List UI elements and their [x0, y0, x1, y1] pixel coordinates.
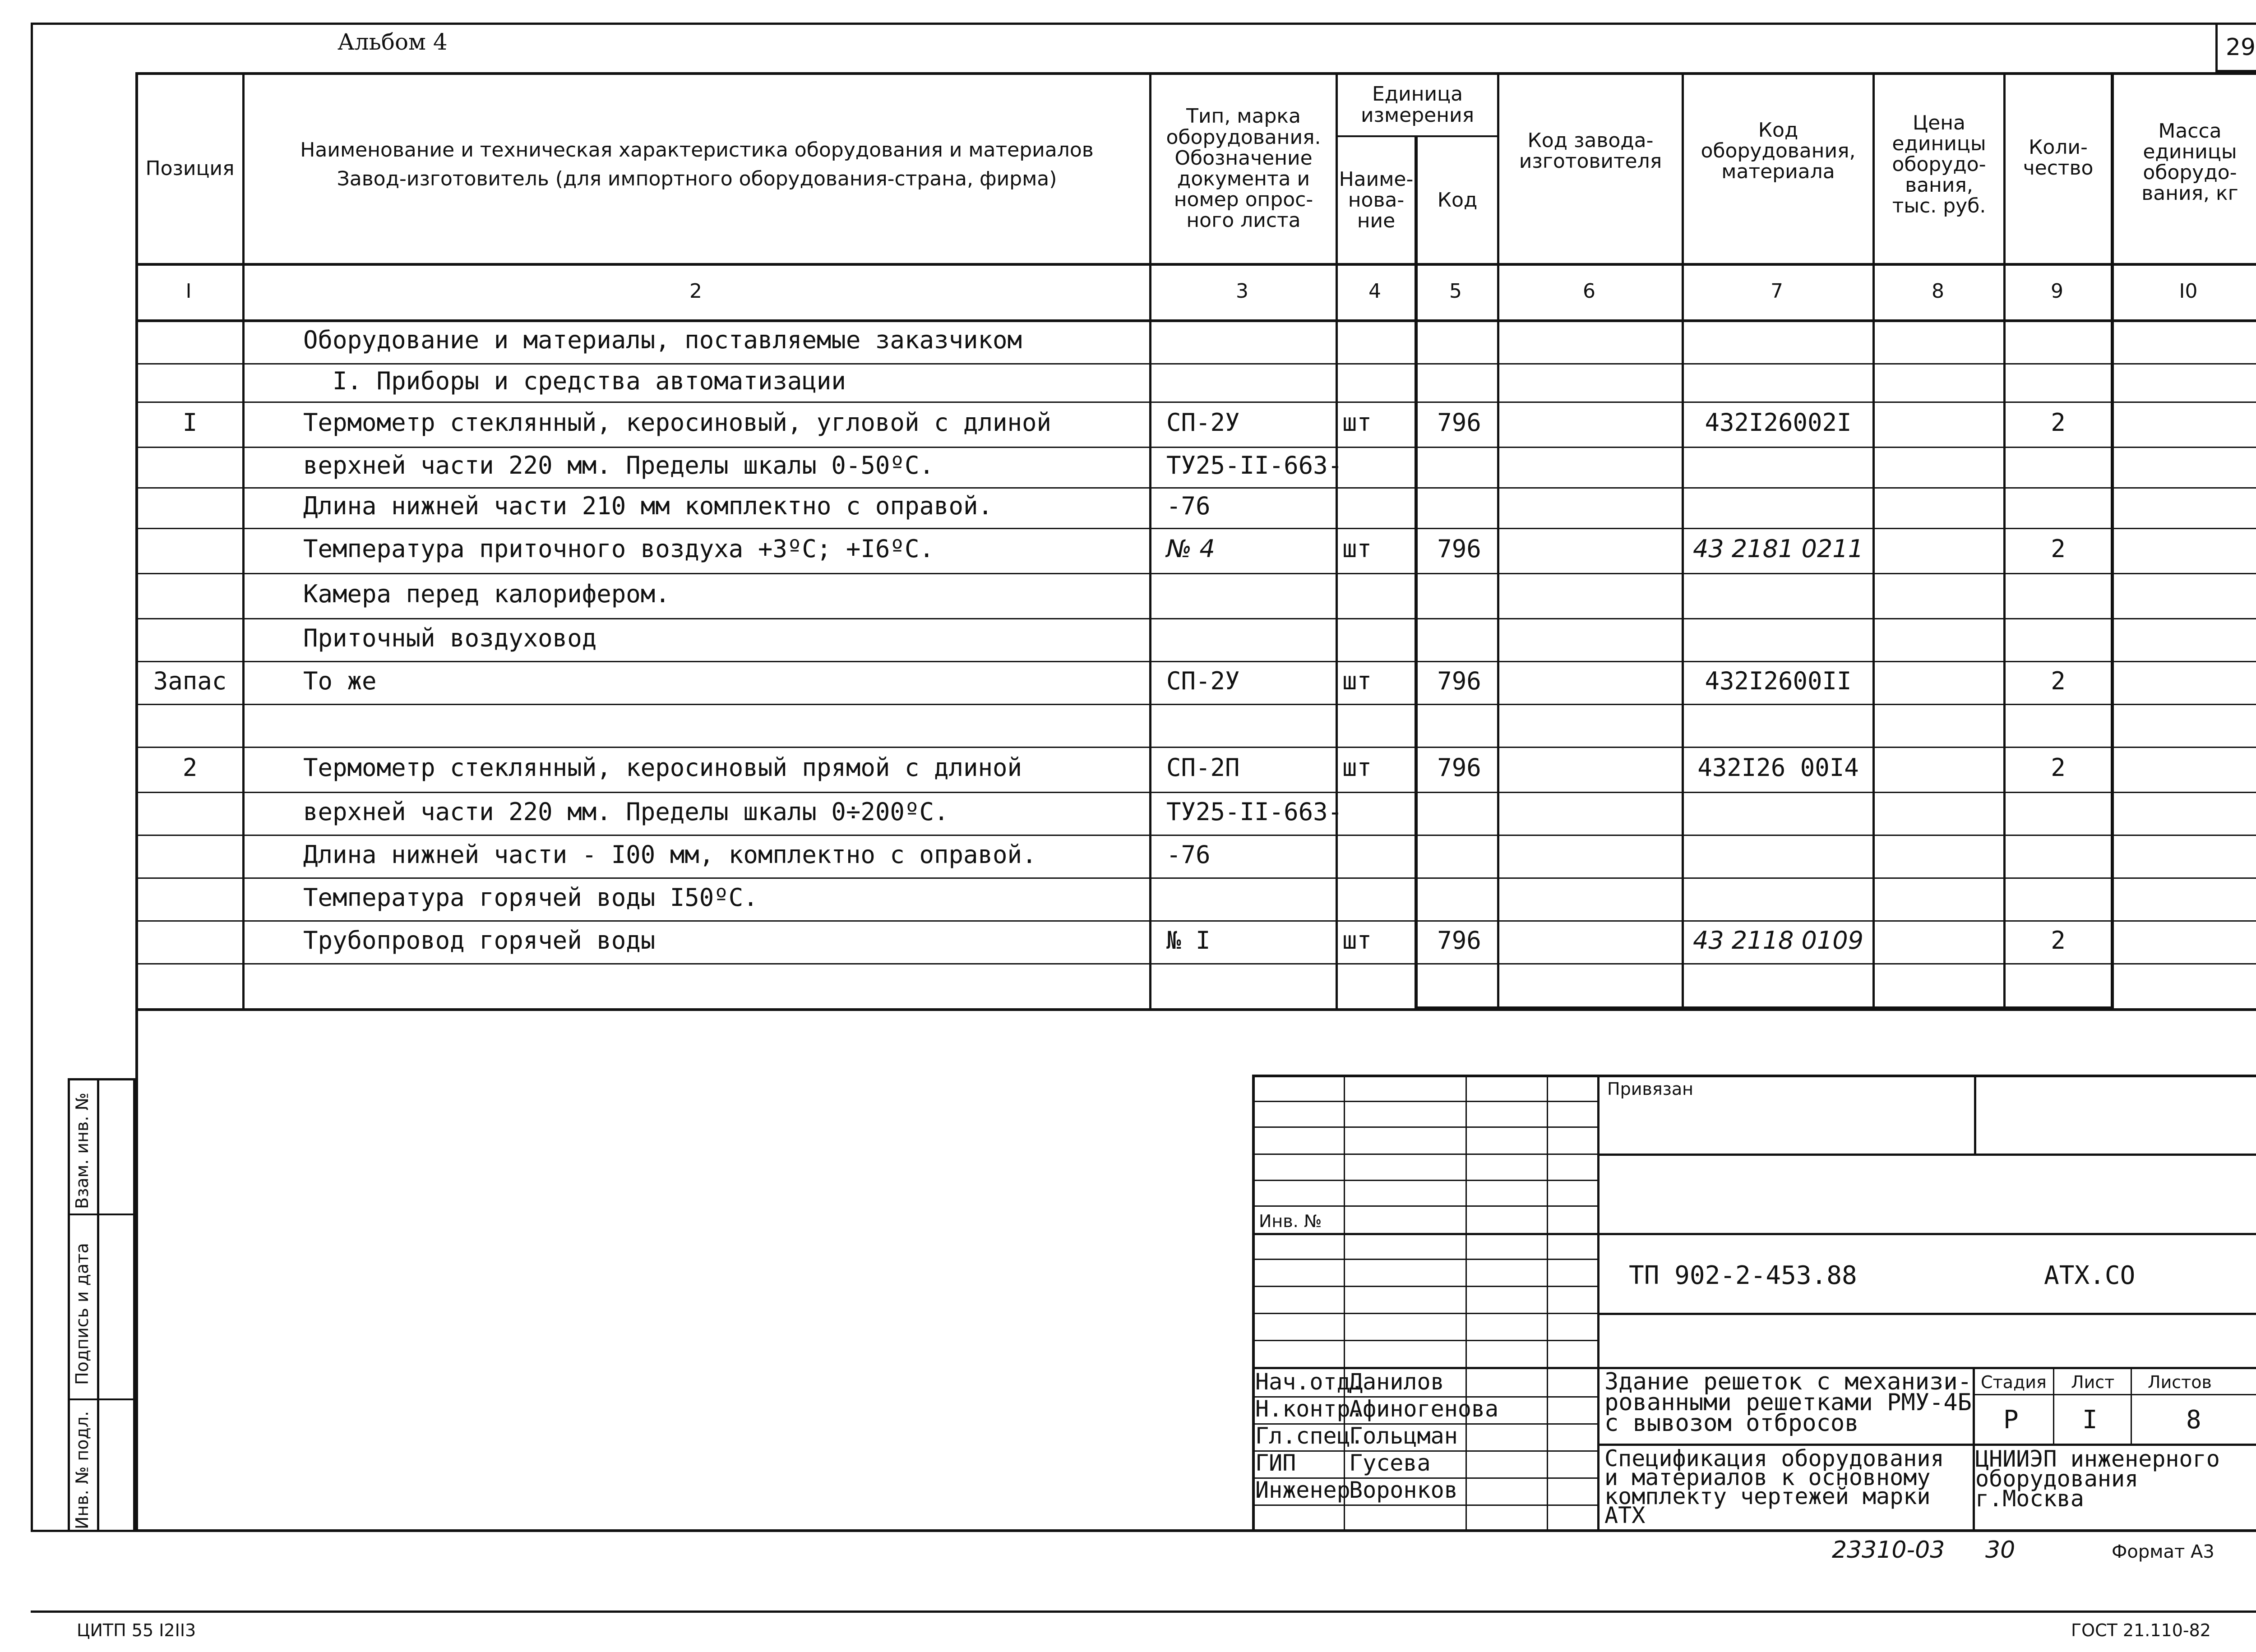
inv-no-label: Инв. № [1259, 1211, 1322, 1231]
cell-qty: 2 [2051, 753, 2066, 782]
archive-number: 23310-03 [1832, 1537, 1945, 1564]
row-line [135, 963, 2256, 964]
row-line [135, 877, 2256, 879]
header-type-l4: документа и [1177, 167, 1310, 190]
header-mass [2114, 74, 2256, 250]
header-factory-code-l2: изготовителя [1519, 150, 1662, 173]
header-name [245, 74, 1149, 255]
signature-grid-line [1252, 1286, 1597, 1287]
cell-name: Трубопровод горячей воды [303, 926, 656, 955]
header-position: Позиция [145, 157, 235, 180]
doc-title-l2: и материалов к основному [1604, 1464, 1931, 1490]
privyazan-label: Привязан [1607, 1079, 1693, 1099]
designation: ТП 902-2-453.88 [1629, 1261, 1857, 1290]
sheet-label: Лист [2071, 1372, 2115, 1392]
header-price-l5: тыс. руб. [1892, 194, 1986, 218]
cell-name: верхней части 220 мм. Пределы шкалы 0÷200ºС. [303, 797, 949, 826]
header-unit-name-l2: нова- [1348, 188, 1405, 212]
signature-grid-line [1252, 1504, 1597, 1506]
cell-unit: шт [1342, 926, 1372, 955]
tb-v3 [1547, 1075, 1548, 1532]
tb-h-designation-top [1597, 1233, 2256, 1235]
signer-role: Нач.отд. [1255, 1369, 1364, 1395]
header-type [1151, 74, 1336, 263]
header-unit-group [1338, 74, 1497, 135]
cell-ucode: 796 [1437, 926, 1481, 955]
signer-name: Воронков [1349, 1477, 1458, 1503]
cell-name: верхней части 220 мм. Пределы шкалы 0-50ºС. [303, 451, 934, 480]
row-line [135, 528, 2256, 529]
cell-pos: I [182, 408, 198, 437]
page-number: 29 [2225, 34, 2256, 61]
tb-v2 [1465, 1075, 1467, 1532]
header-factory-code-l1: Код завода- [1527, 129, 1654, 152]
signature-grid-line [1252, 1205, 1597, 1207]
side-label-vzam: Взам. инв. № [72, 1092, 92, 1209]
cell-type: СП-2П [1166, 753, 1240, 782]
doc-title-l3: комплекту чертежей марки [1604, 1483, 1931, 1509]
cell-ucode: 796 [1437, 408, 1481, 437]
sheets-value: 8 [2186, 1405, 2201, 1435]
header-unit-code: Код [1437, 188, 1478, 212]
header-quantity [2006, 74, 2111, 241]
column-number: I0 [2179, 280, 2198, 303]
sheet-value: I [2082, 1405, 2098, 1435]
header-type-l1: Тип, марка [1186, 105, 1301, 128]
cell-code: 432I26 00I4 [1697, 753, 1859, 782]
album-label: Альбом 4 [337, 29, 448, 55]
cell-code: 432I26002I [1705, 408, 1852, 437]
cell-qty: 2 [2051, 666, 2066, 695]
header-name-line2: Завод-изготовитель (для импортного оборудования-страна, фирма) [337, 167, 1057, 190]
cell-type: СП-2У [1166, 666, 1240, 695]
column-number: 6 [1583, 280, 1595, 303]
tb-h-designation-bottom [1597, 1313, 2256, 1315]
signer-role: Гл.спец. [1255, 1423, 1364, 1449]
header-quantity-l1: Коли- [2029, 135, 2088, 159]
stage-value: Р [2003, 1405, 2019, 1435]
cell-unit: шт [1342, 408, 1372, 437]
signer-role: Н.контр. [1255, 1396, 1364, 1422]
footer-left: ЦИТП 55 I2II3 [77, 1620, 196, 1640]
row-line [135, 747, 2256, 748]
row-line [135, 487, 2256, 489]
cell-name: Температура горячей воды I50ºС. [303, 883, 758, 912]
side-strip-line-1 [68, 1214, 135, 1215]
cell-name: Термометр стеклянный, керосиновый прямой с длиной [303, 753, 1022, 782]
row-line [135, 792, 2256, 793]
cell-qty: 2 [2051, 926, 2066, 955]
tb-v5 [1974, 1075, 1976, 1154]
header-factory-code [1499, 74, 1682, 228]
organization-l2: оборудования [1975, 1466, 2139, 1492]
cell-ucode: 796 [1437, 753, 1481, 782]
cell-name: Термометр стеклянный, керосиновый, угловой с длиной [303, 408, 1052, 437]
tb-v-sheet [2131, 1367, 2132, 1444]
signature-grid-line [1252, 1340, 1597, 1341]
header-unit-name [1338, 138, 1415, 263]
mark: АТХ.СО [2044, 1261, 2136, 1290]
project-title-l3: с вывозом отбросов [1604, 1410, 1859, 1437]
signer-name: Гольцман [1349, 1423, 1458, 1449]
header-name-line1: Наименование и техническая характеристика оборудования и материалов [300, 138, 1094, 162]
column-number: I [185, 280, 192, 303]
header-mass-l1: Масса [2158, 119, 2222, 143]
header-mass-l3: оборудо- [2143, 161, 2237, 184]
header-price-l3: оборудо- [1892, 152, 1986, 176]
cell-code: 43 2118 0109 [1693, 926, 1863, 955]
doc-title-l1: Спецификация оборудования [1604, 1445, 1944, 1472]
footer-line [31, 1610, 2256, 1613]
tb-v-stage [2053, 1367, 2054, 1444]
side-label-podpis: Подпись и дата [72, 1243, 92, 1385]
signature-grid-line [1252, 1180, 1597, 1181]
cell-ucode: 796 [1437, 535, 1481, 563]
header-price-l2: единицы [1892, 132, 1986, 155]
header-price [1875, 74, 2003, 255]
signature-grid-line [1252, 1101, 1597, 1102]
row-line [135, 573, 2256, 574]
doc-title-l4: АТХ [1604, 1502, 1646, 1528]
signature-grid-line [1252, 1126, 1597, 1128]
organization-l3: г.Москва [1975, 1486, 2084, 1512]
footer-right: ГОСТ 21.110-82 [2071, 1620, 2211, 1640]
header-unit-name-l1: Наиме- [1339, 167, 1414, 191]
column-number: 7 [1771, 280, 1783, 303]
row-line [135, 1008, 2256, 1011]
header-type-l6: ного листа [1186, 209, 1301, 232]
cell-qty: 2 [2051, 408, 2066, 437]
side-strip-line-2 [68, 1398, 135, 1400]
cell-qty: 2 [2051, 535, 2066, 563]
signer-name: Данилов [1349, 1369, 1444, 1395]
stage-label: Стадия [1981, 1372, 2047, 1392]
project-title-l2: рованными решетками РМУ-4Б [1604, 1389, 1972, 1416]
column-number: 5 [1449, 280, 1462, 303]
tb-h-privyazan [1597, 1154, 2256, 1156]
cell-name: Длина нижней части - I00 мм, комплектно с оправой. [303, 840, 1037, 869]
project-title-l1: Здание решеток с механизи- [1604, 1368, 1972, 1395]
unit-group-line [1336, 135, 1497, 137]
cell-name: I. Приборы и средства автоматизации [303, 366, 846, 395]
tb-h-stage-labels [1973, 1394, 2256, 1395]
organization-l1: ЦНИИЭП инженерного [1975, 1446, 2220, 1472]
doc-title [1604, 1445, 1944, 1528]
tb-v4 [1597, 1075, 1600, 1532]
column-number: 9 [2051, 280, 2063, 303]
cell-type: № 4 [1166, 535, 1215, 563]
cell-name: Длина нижней части 210 мм комплектно с оправой. [303, 492, 993, 520]
column-number: 4 [1368, 280, 1381, 303]
sheets-label: Листов [2148, 1372, 2212, 1392]
header-quantity-l2: чество [2023, 157, 2094, 180]
cell-pos: Запас [153, 666, 227, 695]
cell-type: ТУ25-II-663- [1166, 451, 1343, 480]
header-mass-l2: единицы [2143, 140, 2237, 163]
signer-name: Гусева [1349, 1450, 1431, 1476]
cell-pos: 2 [182, 753, 198, 782]
tb-v-title [1973, 1367, 1975, 1532]
header-type-l2: оборудования. [1166, 125, 1321, 149]
cell-type: -76 [1166, 840, 1211, 869]
header-price-l1: Цена [1913, 111, 1965, 134]
signer-name: Афиногенова [1349, 1396, 1499, 1422]
cell-type: СП-2У [1166, 408, 1240, 437]
signature-grid-line [1252, 1313, 1597, 1314]
cell-unit: шт [1342, 666, 1372, 695]
format-label: Формат А3 [2112, 1541, 2214, 1562]
cell-name: То же [303, 666, 377, 695]
cell-type: № I [1166, 926, 1211, 955]
project-title [1604, 1368, 1972, 1437]
column-number: 8 [1932, 280, 1944, 303]
cell-code: 432I2600II [1705, 666, 1852, 695]
header-equipment-code-l3: материала [1721, 160, 1835, 184]
cell-type: -76 [1166, 492, 1211, 520]
cell-name: Оборудование и материалы, поставляемые заказчиком [303, 325, 1022, 354]
archive-sheet: 30 [1985, 1537, 2016, 1564]
header-unit-l2: измерения [1360, 103, 1475, 127]
cell-unit: шт [1342, 753, 1372, 782]
signer-role: ГИП [1255, 1450, 1296, 1476]
signer-role: Инженер [1255, 1477, 1350, 1503]
row-line [135, 618, 2256, 619]
cell-name: Камера перед калорифером. [303, 580, 670, 608]
cell-name: Температура приточного воздуха +3ºС; +I6ºС. [303, 535, 934, 563]
cell-unit: шт [1342, 535, 1372, 563]
row-line [135, 401, 2256, 403]
page-number-box [2215, 23, 2256, 72]
cell-ucode: 796 [1437, 666, 1481, 695]
header-bottom-line [135, 263, 2256, 266]
header-type-l3: Обозначение [1174, 146, 1313, 170]
signature-grid-line [1252, 1154, 1597, 1155]
tb-v1 [1344, 1075, 1345, 1532]
row-line [135, 835, 2256, 836]
cell-name: Приточный воздуховод [303, 623, 597, 652]
side-label-inv-podl: Инв. № подл. [72, 1411, 92, 1529]
header-equipment-code-l2: оборудования, [1701, 139, 1856, 162]
header-type-l5: номер опрос- [1174, 188, 1313, 212]
row-line [135, 447, 2256, 448]
row-line [135, 704, 2256, 705]
row-line [135, 661, 2256, 662]
signature-grid-line [1252, 1259, 1597, 1260]
column-number: 2 [689, 280, 702, 303]
row-line [135, 920, 2256, 922]
signature-grid-line [1252, 1233, 1597, 1235]
cell-type: ТУ25-II-663- [1166, 797, 1343, 826]
header-unit-l1: Единица [1372, 83, 1463, 106]
header-unit-name-l3: ние [1357, 209, 1396, 233]
header-equipment-code [1684, 74, 1872, 228]
column-number: 3 [1236, 280, 1248, 303]
header-equipment-code-l1: Код [1758, 118, 1798, 142]
organization [1975, 1446, 2220, 1512]
row-line [135, 363, 2256, 365]
header-mass-l4: вания, кг [2141, 182, 2238, 205]
side-strip-divider [97, 1078, 99, 1532]
header-price-l4: вания, [1905, 174, 1973, 197]
cell-code: 43 2181 0211 [1693, 535, 1863, 563]
